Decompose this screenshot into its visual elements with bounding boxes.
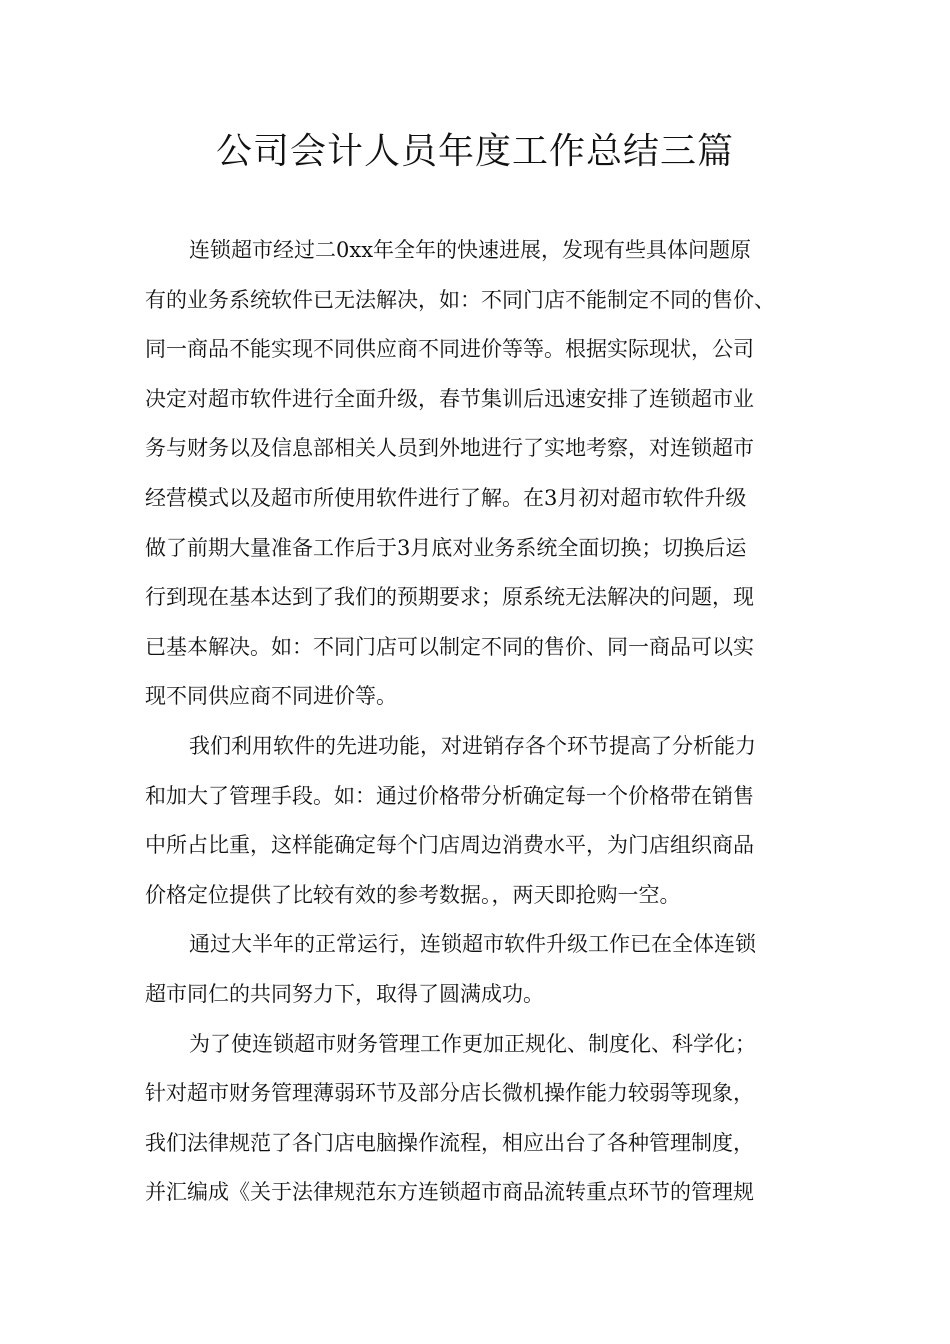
text-line: 并汇编成《关于法律规范东方连锁超市商品流转重点环节的管理规 bbox=[145, 1180, 754, 1205]
paragraph-2 bbox=[145, 722, 807, 920]
text-line: 行到现在基本达到了我们的预期要求；原系统无法解决的问题，现 bbox=[145, 585, 754, 610]
text-line: 务与财务以及信息部相关人员到外地进行了实地考察，对连锁超市 bbox=[145, 436, 754, 461]
document-body bbox=[145, 226, 807, 1218]
text-line: 做了前期大量准备工作后于3月底对业务系统全面切换；切换后运 bbox=[145, 535, 747, 560]
text-line: 为了使连锁超市财务管理工作更加正规化、制度化、科学化； bbox=[189, 1031, 756, 1056]
text-line: 决定对超市软件进行全面升级，春节集训后迅速安排了连锁超市业 bbox=[145, 386, 754, 411]
text-line: 通过大半年的正常运行，连锁超市软件升级工作已在全体连锁 bbox=[189, 932, 756, 957]
text-line: 价格定位提供了比较有效的参考数据。，两天即抢购一空。 bbox=[145, 882, 681, 907]
text-line: 超市同仁的共同努力下，取得了圆满成功。 bbox=[145, 981, 544, 1006]
paragraph-3 bbox=[145, 920, 807, 1019]
paragraph-4 bbox=[145, 1020, 807, 1218]
text-line: 连锁超市经过二0xx年全年的快速进展，发现有些具体问题原 bbox=[189, 238, 752, 262]
text-line: 同一商品不能实现不同供应商不同进价等等。根据实际现状，公司 bbox=[145, 337, 754, 362]
text-line: 我们利用软件的先进功能，对进销存各个环节提高了分析能力 bbox=[189, 733, 756, 758]
text-line: 针对超市财务管理薄弱环节及部分店长微机操作能力较弱等现象， bbox=[145, 1081, 754, 1106]
text-line: 中所占比重，这样能确定每个门店周边消费水平，为门店组织商品 bbox=[145, 833, 754, 858]
document-title: 公司会计人员年度工作总结三篇 bbox=[215, 131, 734, 172]
paragraph-1 bbox=[145, 226, 807, 722]
text-line: 已基本解决。如：不同门店可以制定不同的售价、同一商品可以实 bbox=[145, 634, 754, 659]
text-line: 现不同供应商不同进价等。 bbox=[145, 684, 397, 709]
text-line: 和加大了管理手段。如：通过价格带分析确定每一个价格带在销售 bbox=[145, 783, 754, 808]
text-line: 我们法律规范了各门店电脑操作流程，相应出台了各种管理制度， bbox=[145, 1130, 754, 1155]
text-line: 有的业务系统软件已无法解决，如：不同门店不能制定不同的售价、 bbox=[145, 287, 775, 312]
text-line: 经营模式以及超市所使用软件进行了解。在3月初对超市软件升级 bbox=[145, 485, 747, 510]
